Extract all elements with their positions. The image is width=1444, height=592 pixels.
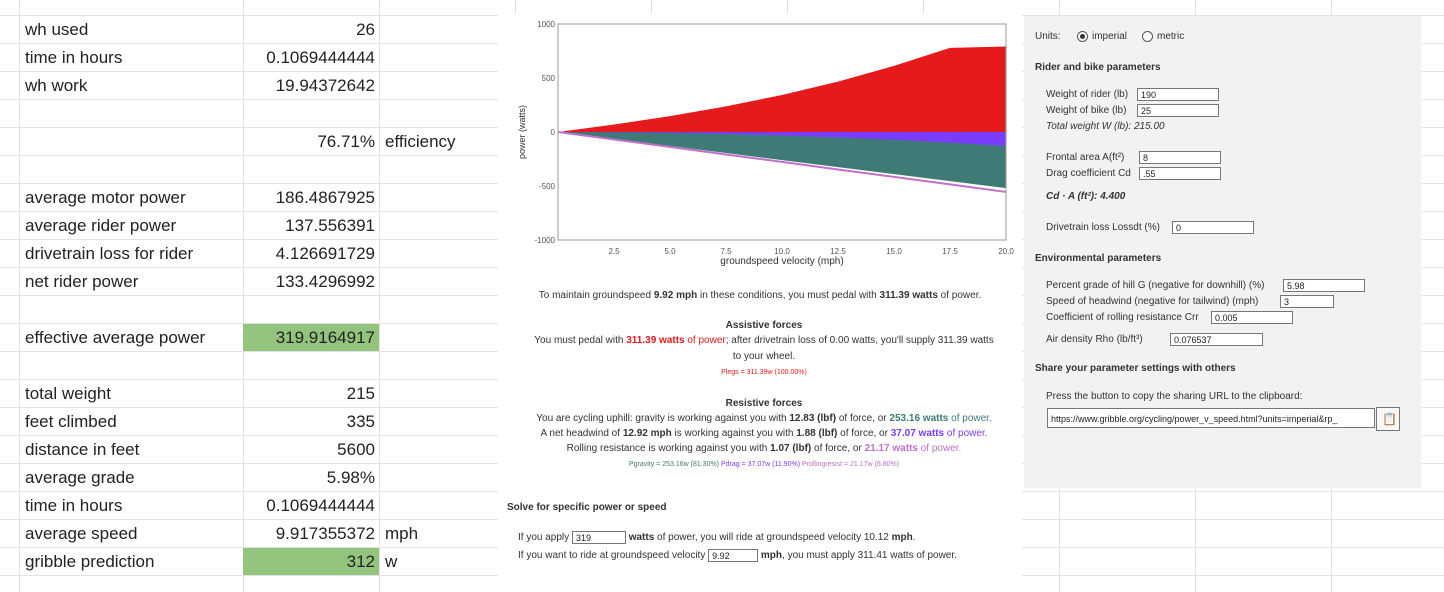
text: of power. <box>937 290 982 301</box>
share-instructions: Press the button to copy the sharing URL to the clipboard: <box>1046 391 1303 402</box>
value-cell[interactable]: 5600 <box>337 440 375 459</box>
text: A net headwind of <box>540 428 623 439</box>
text: Rolling resistance is working against you with <box>566 443 771 454</box>
power-chart <box>498 14 1022 274</box>
share-section-title: Share your parameter settings with others <box>1035 363 1236 374</box>
speed-value: 9.92 mph <box>653 290 698 301</box>
drivetrain-loss-label: Drivetrain loss Lossdt (%) <box>1046 222 1160 233</box>
drivetrain-loss-input[interactable]: 0 <box>1172 221 1254 234</box>
text: You must pedal with <box>534 335 627 346</box>
x-axis-label: groundspeed velocity (mph) <box>720 256 844 267</box>
text: mph <box>760 550 783 562</box>
grid-column-line <box>243 0 244 592</box>
grid-column-line <box>19 0 20 592</box>
text: of power. <box>948 413 992 424</box>
value-cell[interactable]: 186.4867925 <box>275 188 375 207</box>
y-tick-label: 1000 <box>537 20 555 29</box>
value-cell[interactable]: 137.556391 <box>285 216 375 235</box>
value-cell[interactable]: 5.98% <box>326 468 375 487</box>
pgravity: Pgravity = 253.16w (81.30%) <box>628 461 720 468</box>
power-value: 21.17 watts <box>864 443 918 454</box>
crr-input[interactable]: 0.005 <box>1211 311 1293 324</box>
label-cell[interactable]: average rider power <box>25 216 177 235</box>
power-value: 37.07 watts <box>890 428 945 439</box>
text: of power <box>684 335 726 346</box>
text: in these conditions, you must pedal with <box>697 290 880 301</box>
headwind-label: Speed of headwind (negative for tailwind) (mph) <box>1046 296 1259 307</box>
legs-breakdown: Plegs = 311.39w (100.00%) <box>721 369 807 376</box>
solve-power-line: If you apply 319 watts of power, you will ride at groundspeed velocity 10.12 mph. <box>518 532 916 544</box>
unit-cell[interactable]: w <box>385 552 398 571</box>
unit-cell[interactable]: mph <box>385 524 419 543</box>
x-tick-label: 12.5 <box>830 247 846 256</box>
text: If you want to ride at groundspeed velocity <box>518 550 706 562</box>
metric-label[interactable]: metric <box>1157 31 1185 42</box>
grade-input[interactable]: 5.98 <box>1283 279 1365 292</box>
area-series-0 <box>558 46 1006 132</box>
y-tick-label: 0 <box>550 128 555 137</box>
label-cell[interactable]: total weight <box>25 384 111 403</box>
unit-cell[interactable]: efficiency <box>385 132 456 151</box>
drag-coef-input[interactable]: .55 <box>1139 167 1221 180</box>
parameters-panel <box>1024 16 1421 488</box>
label-cell[interactable]: drivetrain loss for rider <box>25 244 194 263</box>
y-tick-label: 500 <box>541 74 555 83</box>
value-cell[interactable]: 312 <box>346 552 375 571</box>
assistive-line <box>498 335 1030 346</box>
maintain-sentence <box>498 290 1022 301</box>
x-tick-label: 15.0 <box>886 247 902 256</box>
grid-column-line <box>379 0 380 592</box>
grade-label: Percent grade of hill G (negative for downhill) (%) <box>1046 280 1265 291</box>
label-cell[interactable]: distance in feet <box>25 440 140 459</box>
text: watts <box>628 532 655 544</box>
apply-power-input[interactable]: 319 <box>572 531 626 544</box>
solve-speed-line <box>518 549 957 562</box>
value-cell[interactable]: 0.1069444444 <box>266 496 375 515</box>
value-cell[interactable]: 19.94372642 <box>275 76 375 95</box>
assistive-line: to your wheel. <box>732 351 796 362</box>
label-cell[interactable]: net rider power <box>25 272 139 291</box>
x-tick-labels <box>608 247 1014 256</box>
power-value: 311.39 watts <box>626 335 685 346</box>
value-cell[interactable]: 4.126691729 <box>275 244 375 263</box>
units-label: Units: <box>1035 31 1061 42</box>
power-calculator <box>498 14 1022 592</box>
metric-radio[interactable] <box>1142 31 1153 42</box>
x-tick-label: 5.0 <box>664 247 676 256</box>
text: of force, or <box>836 413 890 424</box>
text: of power, you will ride at groundspeed velocity 10.12 <box>654 532 892 544</box>
drag-coef-label: Drag coefficient Cd <box>1046 168 1131 179</box>
label-cell[interactable]: effective average power <box>25 328 206 347</box>
label-cell[interactable]: average speed <box>25 524 138 543</box>
rolling-line <box>498 443 1030 454</box>
text: is working against you with <box>671 428 797 439</box>
label-cell[interactable]: average grade <box>25 468 135 487</box>
resistive-title: Resistive forces <box>725 398 803 409</box>
label-cell[interactable]: gribble prediction <box>25 552 155 571</box>
text: of force, or <box>837 428 891 439</box>
text: of force, or <box>811 443 865 454</box>
y-axis-label: power (watts) <box>517 104 527 160</box>
air-density-label: Air density Rho (lb/ft³) <box>1046 334 1143 345</box>
frontal-area-input[interactable]: 8 <box>1139 151 1221 164</box>
label-cell[interactable]: average motor power <box>25 188 186 207</box>
label-cell[interactable]: feet climbed <box>25 412 117 431</box>
value-cell[interactable]: 215 <box>346 384 375 403</box>
share-url-field[interactable]: https://www.gribble.org/cycling/power_v_speed.html?units=imperial&rp_ <box>1047 408 1375 428</box>
speed-value: 12.92 mph <box>622 428 672 439</box>
value-cell[interactable]: 335 <box>346 412 375 431</box>
power-value: 253.16 watts <box>889 413 949 424</box>
text: If you apply <box>518 532 570 544</box>
imperial-label[interactable]: imperial <box>1092 31 1128 42</box>
value-cell[interactable]: 133.4296992 <box>275 272 375 291</box>
headwind-input[interactable]: 3 <box>1280 295 1334 308</box>
text: , you must apply 311.41 watts of power. <box>782 550 957 562</box>
prolling: Prollingresist = 21.17w (6.80%) <box>801 461 900 468</box>
environment-section-title: Environmental parameters <box>1035 253 1162 264</box>
weight-bike-label: Weight of bike (lb) <box>1046 105 1127 116</box>
y-tick-labels <box>535 20 556 245</box>
force-value: 1.07 (lbf) <box>770 443 812 454</box>
clipboard-icon: 📋 <box>1382 412 1397 426</box>
rider-section-title: Rider and bike parameters <box>1035 62 1161 73</box>
y-tick-label: -1000 <box>534 236 555 245</box>
gravity-line <box>498 413 1030 424</box>
x-tick-label: 10.0 <box>774 247 790 256</box>
x-tick-label: 20.0 <box>998 247 1014 256</box>
chart-areas <box>558 46 1006 191</box>
value-cell[interactable]: 76.71% <box>317 132 375 151</box>
x-tick-label: 7.5 <box>720 247 732 256</box>
assistive-title: Assistive forces <box>725 320 803 331</box>
crr-label: Coefficient of rolling resistance Crr <box>1046 312 1199 323</box>
target-speed-input[interactable]: 9.92 <box>708 549 758 562</box>
force-value: 1.88 (lbf) <box>796 428 838 439</box>
y-tick-label: -500 <box>538 182 555 191</box>
frontal-area-label: Frontal area A(ft²) <box>1046 152 1125 163</box>
weight-bike-input[interactable]: 25 <box>1137 104 1219 117</box>
text: ; after drivetrain loss of 0.00 watts, you'll supply 311.39 watts <box>725 335 994 346</box>
value-cell[interactable]: 9.917355372 <box>275 524 375 543</box>
weight-rider-input[interactable]: 190 <box>1137 88 1219 101</box>
air-density-input[interactable]: 0.076537 <box>1170 333 1263 346</box>
resistive-breakdown <box>498 461 1030 468</box>
text: mph <box>891 532 913 544</box>
text: of power. <box>944 428 988 439</box>
label-cell[interactable]: wh work <box>25 76 88 95</box>
cda-value: Cd · A (ft²): 4.400 <box>1046 191 1126 202</box>
solve-title: Solve for specific power or speed <box>507 502 667 513</box>
label-cell[interactable]: time in hours <box>25 496 123 515</box>
force-value: 12.83 (lbf) <box>789 413 837 424</box>
weight-rider-label: Weight of rider (lb) <box>1046 89 1129 100</box>
pdrag: Pdrag = 37.07w (11.90%) <box>720 461 801 468</box>
value-cell[interactable]: 26 <box>356 20 375 39</box>
label-cell[interactable]: time in hours <box>25 48 123 67</box>
imperial-radio[interactable] <box>1077 31 1088 42</box>
text: of power. <box>917 443 962 454</box>
text: To maintain groundspeed <box>538 290 654 301</box>
x-tick-label: 17.5 <box>942 247 958 256</box>
power-value: 311.39 watts <box>879 290 938 301</box>
x-tick-label: 2.5 <box>608 247 620 256</box>
value-cell[interactable]: 319.9164917 <box>275 328 375 347</box>
text: You are cycling uphill: gravity is working against you with <box>536 413 790 424</box>
wind-line <box>498 428 1030 439</box>
copy-url-button[interactable] <box>1376 407 1400 431</box>
label-cell[interactable]: wh used <box>25 20 89 39</box>
value-cell[interactable]: 0.1069444444 <box>266 48 375 67</box>
total-weight: Total weight W (lb): 215.00 <box>1046 121 1165 132</box>
